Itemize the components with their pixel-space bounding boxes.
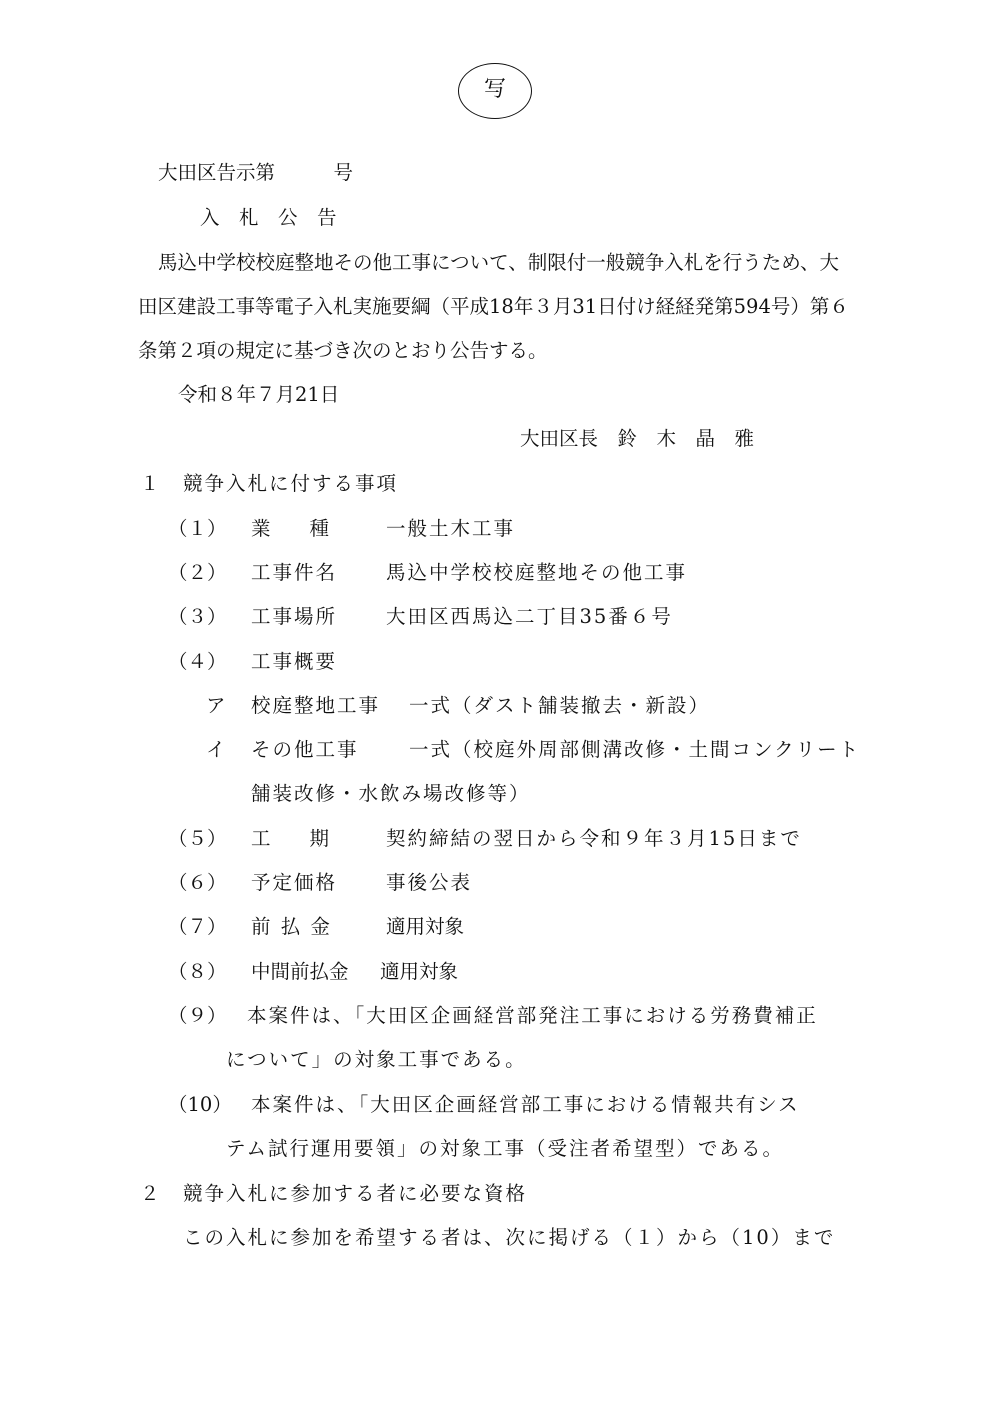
overview-mark: イ: [206, 738, 226, 761]
signature: 大田区長 鈴 木 晶 雅: [520, 427, 755, 450]
copy-stamp: [458, 63, 532, 119]
notice-title: 入 札 公 告: [200, 206, 337, 229]
notice-date: 令和８年７月21日: [178, 383, 340, 406]
item-number: （７）: [168, 915, 227, 938]
item-label: 工事件名: [251, 561, 338, 584]
section2-heading: 競争入札に参加する者に必要な資格: [183, 1182, 528, 1205]
intro-line-2: 田区建設工事等電子入札実施要綱（平成18年３月31日付け経経発第594号）第６: [138, 295, 849, 318]
item-value: 事後公表: [386, 871, 473, 894]
overview-desc-continued: 舗装改修・水飲み場改修等）: [251, 782, 531, 805]
overview-name: その他工事: [251, 738, 359, 761]
overview-mark: ア: [206, 694, 226, 717]
item-number: （10）: [168, 1093, 232, 1116]
section2-text: この入札に参加を希望する者は、次に掲げる（１）から（10）まで: [183, 1226, 836, 1249]
item-text-continued: テム試行運用要領」の対象工事（受注者希望型）である。: [226, 1137, 785, 1160]
item-value: 適用対象: [380, 960, 459, 983]
item-number: （２）: [168, 561, 227, 584]
notice-number: 大田区告示第 号: [158, 161, 354, 184]
item-value: 適用対象: [386, 915, 465, 938]
item-value: 一般土木工事: [386, 517, 516, 540]
item-number: （３）: [168, 605, 227, 628]
item-number: （４）: [168, 650, 227, 673]
item-value: 馬込中学校校庭整地その他工事: [386, 561, 688, 584]
item-text: 本案件は、「大田区企画経営部発注工事における労務費補正: [247, 1004, 818, 1027]
intro-line-1: 馬込中学校校庭整地その他工事について、制限付一般競争入札を行うため、大: [158, 251, 839, 274]
overview-desc: 一式（校庭外周部側溝改修・土間コンクリート: [409, 738, 861, 761]
item-number: （８）: [168, 960, 227, 983]
item-label: 前 払 金: [251, 915, 332, 938]
overview-name: 校庭整地工事: [251, 694, 381, 717]
item-value: 契約締結の翌日から令和９年３月15日まで: [386, 827, 802, 850]
section2-number: ２: [140, 1182, 160, 1205]
stamp-text: 写: [483, 77, 506, 102]
item-label: 中間前払金: [251, 960, 349, 983]
item-label: 工事概要: [251, 650, 338, 673]
item-label: 予定価格: [251, 871, 338, 894]
section1-heading: 競争入札に付する事項: [183, 472, 399, 495]
item-label: 工事場所: [251, 605, 338, 628]
item-number: （６）: [168, 871, 227, 894]
intro-line-3: 条第２項の規定に基づき次のとおり公告する。: [138, 339, 548, 362]
item-text-continued: について」の対象工事である。: [226, 1048, 527, 1071]
item-text: 本案件は、「大田区企画経営部工事における情報共有シス: [251, 1093, 800, 1116]
item-number: （１）: [168, 517, 227, 540]
item-label: 工 期: [251, 827, 330, 850]
item-number: （５）: [168, 827, 227, 850]
item-label: 業 種: [251, 517, 330, 540]
overview-desc: 一式（ダスト舗装撤去・新設）: [409, 694, 711, 717]
item-number: （９）: [168, 1004, 227, 1027]
item-value: 大田区西馬込二丁目35番６号: [386, 605, 673, 628]
section1-number: １: [140, 472, 160, 495]
